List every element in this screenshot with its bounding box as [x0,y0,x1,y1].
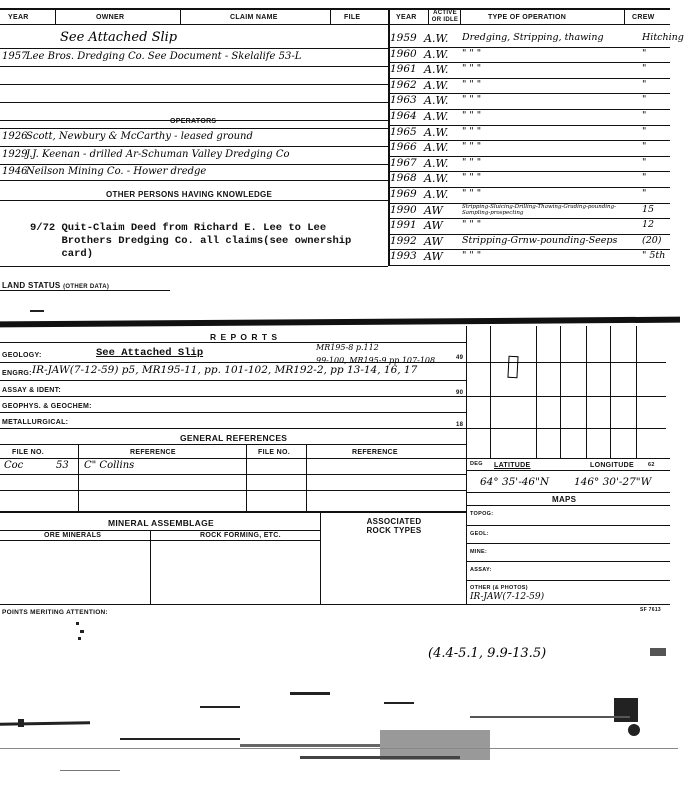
grid-mark [507,356,518,378]
header-year: YEAR [8,14,29,21]
reports-title: R E P O R T S [210,332,279,342]
reports-top-bar [0,317,680,328]
activity-year: 1963 [390,94,417,107]
activity-status: A.W. [424,172,449,186]
operator-1-year: 1926 [2,131,28,142]
engrg-note: 99-100, MR195-9 pp.107-108 [316,356,436,365]
activity-operation: Stripping-Sluicing-Drilling-Thawing-Grading-pounding-Sampling-prospecting [462,203,616,216]
activity-year: 1990 [390,203,417,216]
engrg-label: ENGRG: [2,370,32,377]
activity-crew: " [642,63,647,75]
activity-year: 1967 [390,156,417,169]
activity-operation: " " " [462,78,482,90]
activity-row [390,188,670,204]
activity-operation: " " " [462,172,482,184]
geol-label: GEOL: [470,531,489,537]
activity-row [390,94,670,110]
activity-row [390,141,670,157]
geology-note: MR195-8 p.112 [316,343,379,352]
points-meriting-attention-label: POINTS MERITING ATTENTION: [2,609,109,616]
activity-operation: " " " [462,125,482,137]
activity-year: 1992 [390,234,417,247]
coord-corner-right: 62 [648,462,655,468]
activity-status: A.W. [424,47,449,61]
activity-crew: 15 [642,203,655,215]
activity-operation: Dredging, Stripping, thawing [462,32,604,43]
ref-header-file-1: FILE NO. [12,449,44,456]
activity-status: A.W. [424,63,449,77]
activity-operation: " " " [462,219,482,231]
assay-photo-label: ASSAY: [470,567,492,573]
activity-year: 1959 [390,32,417,44]
activity-crew: " [642,188,647,199]
other-photos-label: OTHER (& PHOTOS) [470,585,528,591]
activity-row [390,204,670,220]
activity-operation: " " " [462,110,482,121]
num-90: 90 [456,390,464,396]
activity-year: 1964 [390,110,417,122]
ref-header-reference-1: REFERENCE [130,449,176,456]
ref-header-file-2: FILE NO. [258,449,290,456]
header-owner: OWNER [96,14,125,21]
operator-3-year: 1946 [2,166,28,177]
maps-label: MAPS [552,495,577,504]
header-year2: YEAR [396,14,417,21]
ref-header-reference-2: REFERENCE [352,449,398,456]
activity-crew: " [642,47,647,59]
activity-year: 1993 [390,250,417,263]
activity-status: AW [424,250,443,264]
activity-year: 1991 [390,219,417,232]
activity-crew: Hitching [642,32,684,43]
other-photos-value: IR-JAW(7-12-59) [470,592,545,602]
activity-year: 1968 [390,172,417,185]
other-persons-entry: 9/72 Quit-Claim Deed from Richard E. Lee to Lee Brothers Dredging Co. all claims(see ownership card) [30,222,352,260]
activity-crew: " [642,125,647,137]
ore-minerals-label: ORE MINERALS [44,532,102,539]
activity-row [390,110,670,126]
activity-operation: " " " [462,188,482,199]
activity-status: AW [424,203,443,217]
mine-label: MINE: [470,549,488,555]
activity-row [390,126,670,142]
latitude-label: LATITUDE [494,462,531,469]
scan-blot [614,698,638,722]
longitude-value: 146° 30'-27"W [574,476,652,488]
activity-status: A.W. [424,125,449,139]
activity-operation: " " " [462,141,482,153]
operator-2-year: 1929 [2,149,28,160]
activity-operation: " " " [462,156,482,168]
general-references-title: GENERAL REFERENCES [180,433,288,443]
activity-crew: 12 [642,219,655,231]
ref-row1-num: 53 [56,460,69,471]
activity-status: A.W. [424,78,449,92]
activity-crew: (20) [642,234,662,246]
activity-year: 1969 [390,188,417,200]
activity-status: AW [424,234,443,248]
activity-row [390,172,670,188]
coord-corner-left: DEG [470,461,483,467]
owner-row-2-year: 1957 [2,51,28,62]
activity-row [390,79,670,95]
owner-row-2-text: Lee Bros. Dredging Co. See Document - Skelalife 53-L [26,51,302,62]
activity-year: 1965 [390,125,417,138]
activity-year: 1961 [390,63,417,76]
activity-crew: " [642,156,647,168]
operator-2-text: J.J. Keenan - drilled Ar-Schuman Valley Dredging Co [26,149,290,160]
operator-1-text: Scott, Newbury & McCarthy - leased ground [26,131,253,142]
associated-rock-types-label: ASSOCIATED ROCK TYPES [366,517,422,535]
activity-crew: " [642,94,647,106]
latitude-value: 64° 35'-46"N [480,476,550,488]
operator-3-text: Neilson Mining Co. - Hower dredge [26,166,207,177]
activity-operation: " " " [462,94,482,106]
ref-row1-file: Coc [4,460,24,471]
top-border [0,8,670,10]
header-file: FILE [344,14,361,21]
activity-row [390,32,684,48]
activity-status: A.W. [424,32,449,45]
activity-operation: " " " [462,63,482,75]
header-underline [0,24,670,25]
other-persons-title: OTHER PERSONS HAVING KNOWLEDGE [106,190,273,199]
activity-operation: " " " [462,250,482,262]
activity-status: A.W. [424,188,449,201]
engrg-value: IR-JAW(7-12-59) p5, MR195-11, pp. 101-102, MR192-2, pp 13-14, 16, 17 [32,364,418,376]
form-number: SF 7613 [640,607,662,613]
activity-year: 1966 [390,141,417,154]
geophys-label: GEOPHYS. & GEOCHEM: [2,403,92,410]
activity-row [390,219,670,235]
activity-year: 1960 [390,47,417,60]
activity-crew: " [642,141,647,153]
activity-crew: " [642,172,647,184]
activity-row [390,250,670,266]
activity-row [390,157,670,173]
owner-row-1: See Attached Slip [60,30,178,45]
reports-divider [466,326,467,604]
land-status-label: LAND STATUS (OTHER DATA) [2,281,110,290]
activity-status: A.W. [424,94,449,108]
geology-label: GEOLOGY: [2,352,42,359]
activity-row [390,63,670,79]
header-active-idle: ACTIVE OR IDLE [431,10,459,23]
metallurgical-label: METALLURGICAL: [2,419,69,426]
activity-row [390,48,670,64]
header-claim-name: CLAIM NAME [230,14,278,21]
activity-crew: " [642,78,647,90]
activity-row [390,235,670,251]
activity-status: AW [424,219,443,233]
operators-title: OPERATORS [170,118,217,125]
geology-value: See Attached Slip [96,347,204,359]
activity-year: 1962 [390,78,417,91]
header-type-operation: TYPE OF OPERATION [488,14,567,21]
ref-row1-ref: C" Collins [84,460,135,471]
longitude-label: LONGITUDE [590,462,634,469]
activity-crew: " [642,110,647,121]
num-18: 18 [456,422,464,428]
mineral-assemblage-title: MINERAL ASSEMBLAGE [108,518,214,528]
assay-ident-label: ASSAY & IDENT: [2,387,62,394]
handwritten-note: (4.4-5.1, 9.9-13.5) [428,646,547,661]
activity-operation: Stripping-Grnw-pounding-Seeps [462,234,618,246]
topog-label: TOPOG: [470,511,494,517]
activity-crew: " 5th [642,250,666,262]
activity-status: A.W. [424,141,449,155]
header-crew: CREW [632,14,655,21]
num-49: 49 [456,355,464,361]
activity-status: A.W. [424,110,449,123]
activity-status: A.W. [424,156,449,170]
activity-operation: " " " [462,47,482,59]
rock-forming-label: ROCK FORMING, ETC. [200,532,281,539]
